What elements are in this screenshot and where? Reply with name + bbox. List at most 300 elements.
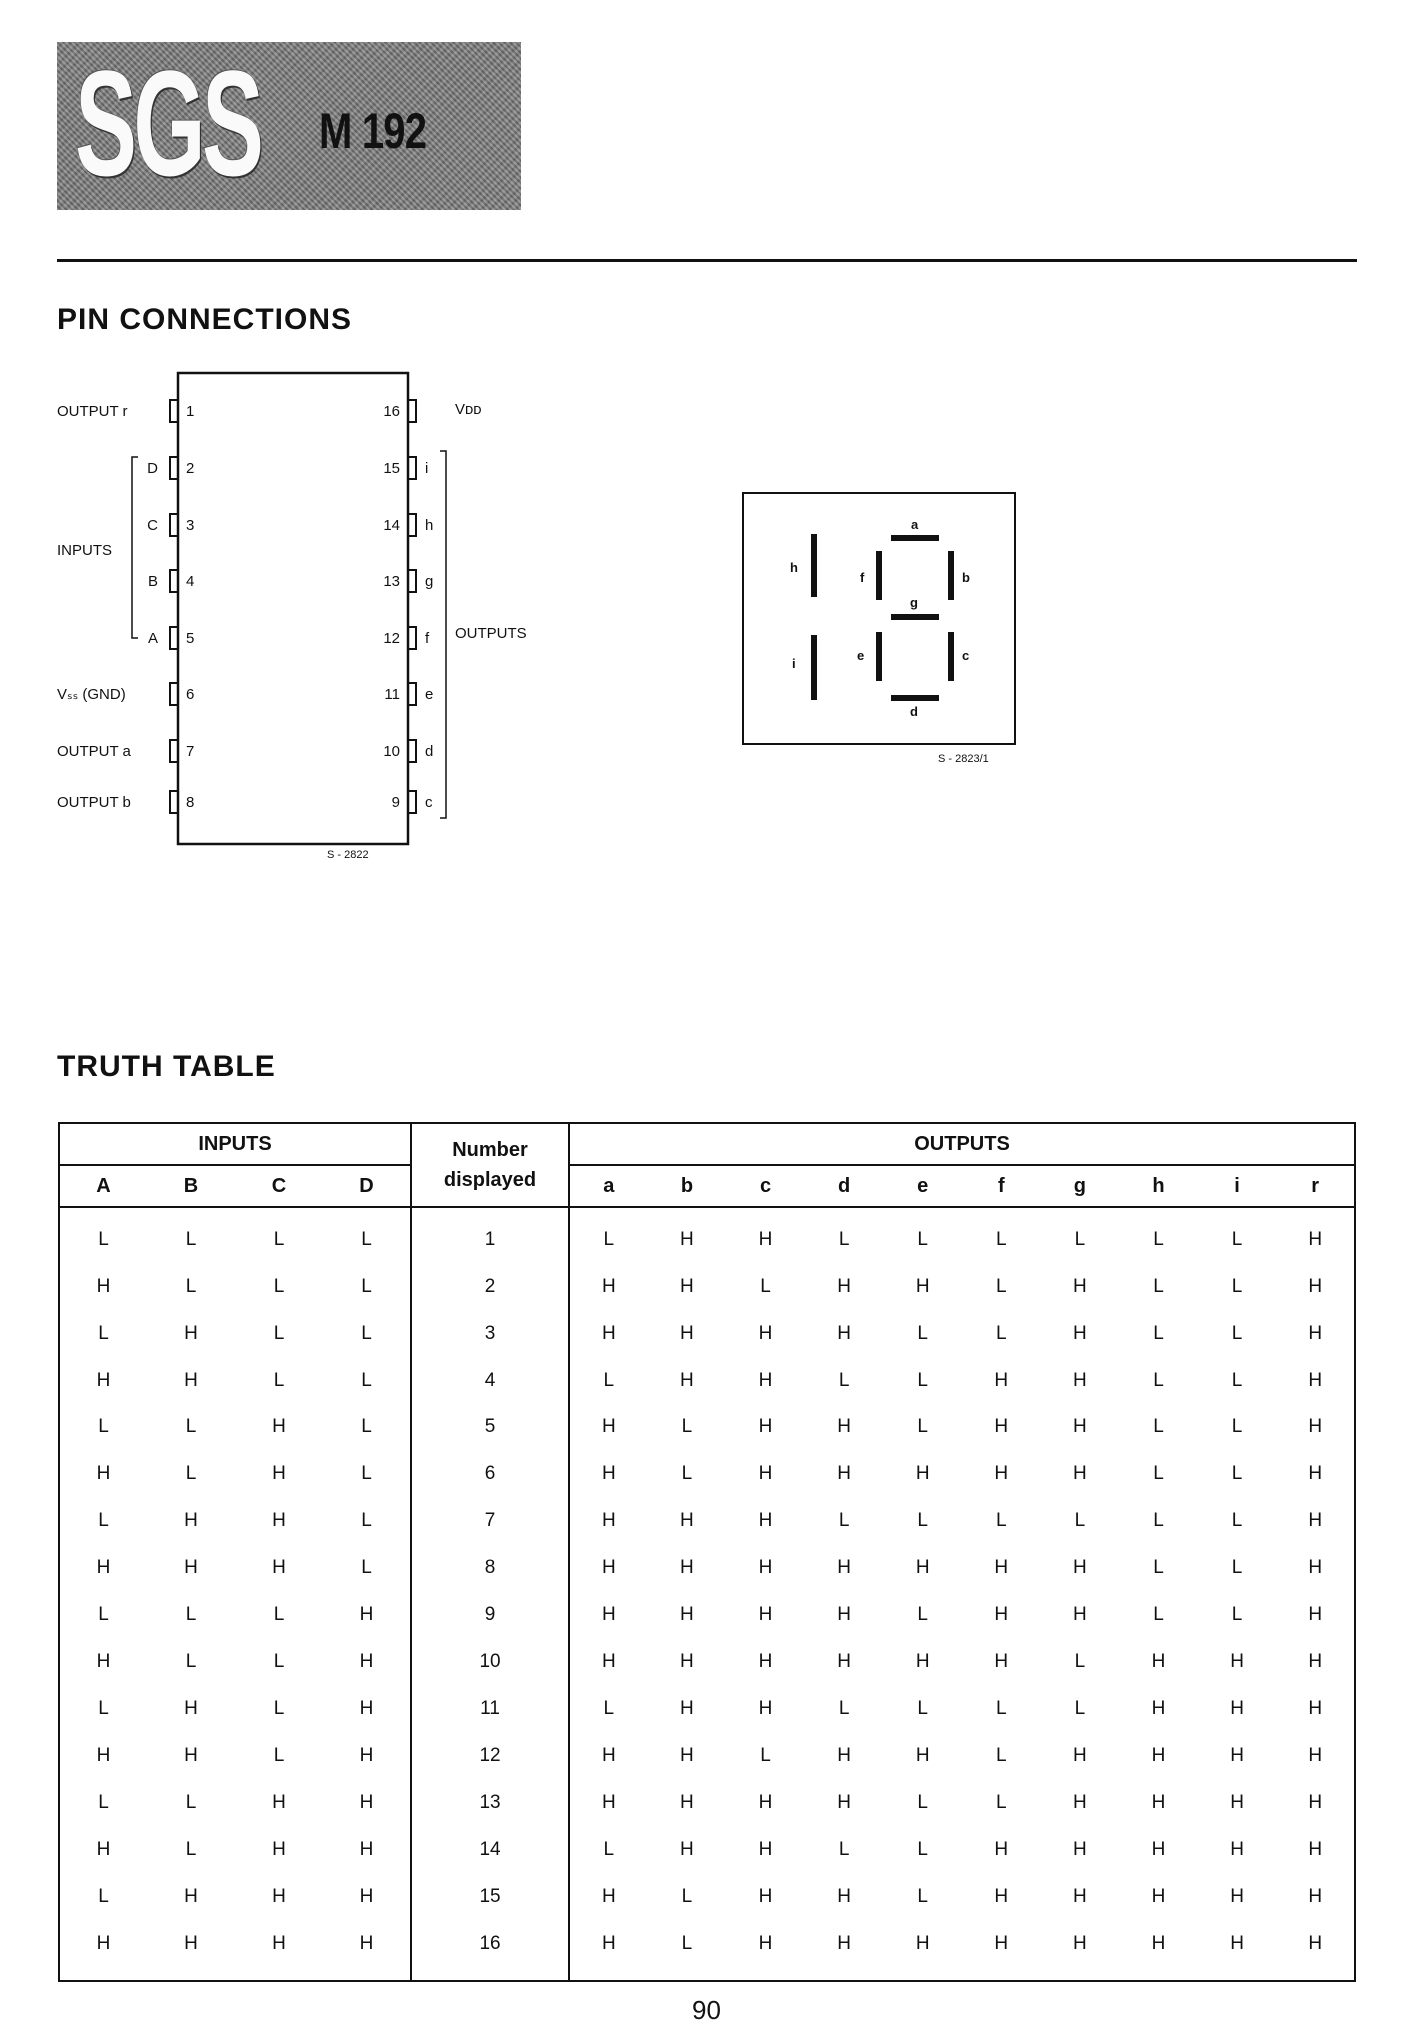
output-cell: H bbox=[1308, 1228, 1323, 1250]
input-cell: L bbox=[323, 1216, 411, 1263]
output-column-c: c bbox=[759, 1174, 772, 1197]
output-cell: H bbox=[680, 1698, 694, 1720]
output-cell: L bbox=[681, 1886, 693, 1908]
output-cell: H bbox=[1308, 1745, 1323, 1767]
output-cell: H bbox=[758, 1228, 773, 1250]
pin-7-label: OUTPUT a bbox=[57, 743, 131, 760]
input-cell: L bbox=[273, 1322, 285, 1344]
input-cell: H bbox=[272, 1933, 286, 1955]
input-cell: L bbox=[98, 1604, 109, 1626]
input-cell: H bbox=[323, 1827, 411, 1874]
input-cell: H bbox=[96, 1557, 111, 1579]
number-displayed-cell: 8 bbox=[411, 1545, 569, 1592]
output-cell: H bbox=[758, 1510, 773, 1532]
output-cell: L bbox=[917, 1510, 928, 1532]
input-cell: H bbox=[272, 1557, 286, 1579]
truth-table-title: TRUTH TABLE bbox=[57, 1050, 276, 1083]
input-cell: H bbox=[323, 1874, 411, 1921]
output-cell: H bbox=[601, 1463, 616, 1485]
input-cell: H bbox=[323, 1592, 411, 1639]
number-displayed-cell: 11 bbox=[411, 1686, 569, 1733]
output-cell: L bbox=[917, 1839, 928, 1861]
pin-connections-title: PIN CONNECTIONS bbox=[57, 303, 353, 336]
input-cell: L bbox=[98, 1886, 109, 1908]
segment-b bbox=[948, 551, 954, 600]
output-cell: H bbox=[915, 1745, 930, 1767]
output-cell: H bbox=[758, 1416, 773, 1438]
output-cell: L bbox=[1231, 1557, 1243, 1579]
input-cell: L bbox=[185, 1792, 197, 1814]
output-cell: H bbox=[1230, 1698, 1244, 1720]
output-cell: H bbox=[837, 1463, 851, 1485]
output-cell: L bbox=[1231, 1510, 1243, 1532]
output-cell: H bbox=[915, 1933, 930, 1955]
pin-15-number: 15 bbox=[383, 460, 400, 477]
output-cell: H bbox=[758, 1369, 773, 1391]
output-cell: H bbox=[1308, 1369, 1323, 1391]
table-row bbox=[59, 1404, 1355, 1451]
input-cell: H bbox=[96, 1369, 111, 1391]
input-cell: L bbox=[185, 1604, 197, 1626]
input-cell: L bbox=[323, 1451, 411, 1498]
pin-13-number: 13 bbox=[383, 573, 400, 590]
output-cell: H bbox=[601, 1933, 616, 1955]
number-displayed-cell: 10 bbox=[411, 1639, 569, 1686]
segment-diagram-code: S - 2823/1 bbox=[938, 753, 989, 765]
pin-diagram-code: S - 2822 bbox=[327, 849, 369, 861]
input-column-D: D bbox=[323, 1165, 411, 1207]
table-row bbox=[59, 1686, 1355, 1733]
output-cell: L bbox=[1074, 1698, 1086, 1720]
number-displayed-cell: 16 bbox=[411, 1921, 569, 1968]
output-column-g: g bbox=[1073, 1174, 1086, 1197]
output-cell: L bbox=[681, 1933, 693, 1955]
output-cell: L bbox=[1231, 1463, 1243, 1485]
output-cell: H bbox=[1073, 1322, 1087, 1344]
input-cell: L bbox=[273, 1698, 285, 1720]
input-column-A: A bbox=[96, 1174, 111, 1197]
segment-label-h: h bbox=[790, 560, 798, 575]
output-cell: H bbox=[1073, 1839, 1087, 1861]
output-cell: H bbox=[1230, 1651, 1244, 1673]
page-number: 90 bbox=[692, 1995, 721, 2025]
segment-g bbox=[891, 614, 939, 620]
output-cell: L bbox=[838, 1698, 850, 1720]
output-cell: L bbox=[838, 1369, 850, 1391]
output-column-f: f bbox=[997, 1174, 1005, 1197]
output-cell: L bbox=[1231, 1369, 1243, 1391]
output-cell: H bbox=[1308, 1698, 1323, 1720]
input-cell: H bbox=[96, 1651, 111, 1673]
part-number: M 192 bbox=[319, 103, 427, 159]
input-cell: H bbox=[96, 1463, 111, 1485]
number-displayed-cell: 3 bbox=[411, 1310, 569, 1357]
number-displayed-cell: 9 bbox=[411, 1592, 569, 1639]
table-row bbox=[59, 1780, 1355, 1827]
output-cell: H bbox=[1151, 1651, 1166, 1673]
input-cell: L bbox=[273, 1275, 285, 1297]
output-cell: H bbox=[758, 1698, 773, 1720]
output-cell: H bbox=[680, 1839, 694, 1861]
input-cell: H bbox=[323, 1780, 411, 1827]
input-cell: L bbox=[185, 1228, 197, 1250]
output-column-h: h bbox=[1152, 1174, 1165, 1197]
output-cell: L bbox=[917, 1792, 928, 1814]
truth-table bbox=[58, 1122, 1356, 1982]
output-cell: L bbox=[917, 1228, 928, 1250]
output-cell: L bbox=[1153, 1463, 1164, 1485]
pin-16-label: Vᴅᴅ bbox=[455, 401, 482, 418]
output-cell: H bbox=[680, 1275, 694, 1297]
input-cell: H bbox=[184, 1510, 198, 1532]
output-cell: H bbox=[601, 1416, 616, 1438]
output-cell: H bbox=[680, 1651, 694, 1673]
number-displayed-cell: 14 bbox=[411, 1827, 569, 1874]
output-cell: H bbox=[994, 1839, 1009, 1861]
table-row bbox=[59, 1263, 1355, 1310]
output-cell: H bbox=[1073, 1463, 1087, 1485]
number-header-line2: displayed bbox=[443, 1169, 537, 1191]
output-cell: H bbox=[1073, 1369, 1087, 1391]
output-cell: H bbox=[1151, 1698, 1166, 1720]
output-cell: H bbox=[1073, 1275, 1087, 1297]
segment-e bbox=[876, 632, 882, 681]
input-cell: L bbox=[273, 1228, 285, 1250]
input-cell: H bbox=[96, 1933, 111, 1955]
pin-15-label: i bbox=[425, 460, 429, 477]
output-cell: H bbox=[915, 1463, 930, 1485]
pin-9-label: c bbox=[425, 794, 433, 811]
output-cell: H bbox=[994, 1416, 1009, 1438]
input-cell: H bbox=[272, 1886, 286, 1908]
output-cell: L bbox=[1153, 1275, 1164, 1297]
table-row bbox=[59, 1310, 1355, 1357]
output-cell: H bbox=[994, 1651, 1009, 1673]
input-cell: L bbox=[185, 1839, 197, 1861]
table-row bbox=[59, 1357, 1355, 1404]
output-cell: H bbox=[1308, 1322, 1323, 1344]
output-cell: H bbox=[915, 1651, 930, 1673]
output-cell: L bbox=[1231, 1228, 1243, 1250]
output-cell: L bbox=[1074, 1510, 1086, 1532]
output-cell: H bbox=[601, 1322, 616, 1344]
output-column-e: e bbox=[917, 1174, 929, 1197]
output-column-b: b bbox=[680, 1174, 694, 1197]
number-displayed-cell: 15 bbox=[411, 1874, 569, 1921]
output-column-i: i bbox=[1234, 1174, 1240, 1197]
output-cell: H bbox=[1308, 1886, 1323, 1908]
segment-label-d: d bbox=[910, 704, 918, 719]
output-cell: L bbox=[1074, 1228, 1086, 1250]
output-cell: L bbox=[1231, 1416, 1243, 1438]
input-cell: L bbox=[98, 1510, 109, 1532]
number-displayed-cell: 12 bbox=[411, 1733, 569, 1780]
table-row bbox=[59, 1639, 1355, 1686]
pin-11-label: e bbox=[425, 686, 434, 703]
output-cell: H bbox=[915, 1557, 930, 1579]
output-cell: L bbox=[603, 1369, 615, 1391]
output-cell: L bbox=[917, 1698, 928, 1720]
input-cell: H bbox=[184, 1369, 198, 1391]
output-cell: H bbox=[680, 1745, 694, 1767]
output-cell: H bbox=[758, 1792, 773, 1814]
input-cell: L bbox=[273, 1651, 285, 1673]
pin-6-number: 6 bbox=[186, 686, 195, 703]
output-cell: L bbox=[917, 1886, 928, 1908]
pin-5-number: 5 bbox=[186, 630, 195, 647]
output-cell: L bbox=[1231, 1322, 1243, 1344]
output-cell: H bbox=[994, 1933, 1009, 1955]
output-column-r: r bbox=[1311, 1174, 1320, 1197]
output-cell: L bbox=[1231, 1275, 1243, 1297]
output-cell: H bbox=[680, 1604, 694, 1626]
input-cell: L bbox=[98, 1698, 109, 1720]
input-cell: H bbox=[272, 1839, 286, 1861]
output-cell: H bbox=[994, 1369, 1009, 1391]
table-row bbox=[59, 1216, 1355, 1263]
output-cell: H bbox=[1073, 1933, 1087, 1955]
output-cell: L bbox=[603, 1228, 615, 1250]
pin-14-label: h bbox=[425, 517, 434, 534]
segment-label-b: b bbox=[962, 570, 970, 585]
input-cell: H bbox=[323, 1733, 411, 1780]
output-cell: L bbox=[838, 1228, 850, 1250]
pin-11-number: 11 bbox=[384, 686, 400, 703]
output-cell: H bbox=[837, 1792, 851, 1814]
output-cell: L bbox=[1153, 1369, 1164, 1391]
input-cell: H bbox=[323, 1686, 411, 1733]
output-cell: H bbox=[1308, 1275, 1323, 1297]
output-cell: H bbox=[601, 1792, 616, 1814]
table-row bbox=[59, 1733, 1355, 1780]
input-cell: L bbox=[323, 1263, 411, 1310]
pin-14-number: 14 bbox=[383, 517, 400, 534]
number-displayed-cell: 6 bbox=[411, 1451, 569, 1498]
table-row bbox=[59, 1498, 1355, 1545]
output-cell: H bbox=[680, 1369, 694, 1391]
input-cell: L bbox=[273, 1745, 285, 1767]
output-cell: H bbox=[837, 1933, 851, 1955]
truth-table-body bbox=[59, 1207, 1355, 1981]
input-cell: L bbox=[98, 1228, 109, 1250]
table-row bbox=[59, 1874, 1355, 1921]
output-cell: H bbox=[1308, 1933, 1323, 1955]
output-cell: L bbox=[838, 1510, 850, 1532]
output-cell: H bbox=[758, 1322, 773, 1344]
output-cell: H bbox=[601, 1886, 616, 1908]
output-cell: H bbox=[1308, 1416, 1323, 1438]
input-cell: H bbox=[272, 1416, 286, 1438]
output-cell: H bbox=[680, 1792, 694, 1814]
input-cell: H bbox=[184, 1886, 198, 1908]
pin-16-number: 16 bbox=[383, 403, 400, 420]
output-cell: H bbox=[1308, 1604, 1323, 1626]
output-cell: H bbox=[994, 1557, 1009, 1579]
input-cell: L bbox=[273, 1604, 285, 1626]
output-cell: L bbox=[760, 1745, 771, 1767]
output-cell: H bbox=[601, 1510, 616, 1532]
output-cell: H bbox=[1073, 1416, 1087, 1438]
input-cell: H bbox=[96, 1275, 111, 1297]
output-cell: H bbox=[994, 1886, 1009, 1908]
table-row bbox=[59, 1921, 1355, 1968]
segment-label-a: a bbox=[911, 517, 919, 532]
output-cell: H bbox=[680, 1557, 694, 1579]
output-cell: L bbox=[603, 1839, 615, 1861]
segment-frame bbox=[743, 493, 1015, 744]
output-cell: H bbox=[1230, 1745, 1244, 1767]
input-cell: H bbox=[323, 1639, 411, 1686]
input-cell: H bbox=[96, 1745, 111, 1767]
pin-4-label: B bbox=[147, 573, 158, 590]
number-displayed-cell: 5 bbox=[411, 1404, 569, 1451]
input-cell: H bbox=[272, 1792, 286, 1814]
input-cell: L bbox=[323, 1545, 411, 1592]
output-cell: L bbox=[760, 1275, 771, 1297]
input-cell: H bbox=[184, 1698, 198, 1720]
output-cell: L bbox=[917, 1604, 928, 1626]
segment-label-g: g bbox=[910, 595, 918, 610]
output-cell: L bbox=[603, 1698, 615, 1720]
pin-2-number: 2 bbox=[186, 460, 195, 477]
output-cell: H bbox=[758, 1604, 773, 1626]
output-cell: H bbox=[1151, 1839, 1166, 1861]
output-cell: H bbox=[837, 1275, 851, 1297]
segment-i bbox=[811, 635, 817, 700]
table-row bbox=[59, 1451, 1355, 1498]
input-cell: L bbox=[323, 1310, 411, 1357]
segment-label-e: e bbox=[857, 648, 865, 663]
output-cell: H bbox=[1308, 1651, 1323, 1673]
number-header-line1: Number bbox=[452, 1139, 528, 1161]
output-cell: H bbox=[1151, 1792, 1166, 1814]
input-cell: L bbox=[323, 1498, 411, 1545]
output-cell: H bbox=[837, 1745, 851, 1767]
output-cell: L bbox=[996, 1510, 1007, 1532]
output-cell: H bbox=[601, 1745, 616, 1767]
pin-2-label: D bbox=[147, 460, 158, 477]
output-cell: L bbox=[838, 1839, 850, 1861]
pin-7-number: 7 bbox=[186, 743, 195, 760]
outputs-label: OUTPUTS bbox=[455, 625, 527, 642]
output-cell: L bbox=[1231, 1604, 1243, 1626]
output-cell: L bbox=[1153, 1557, 1164, 1579]
outputs-header: OUTPUTS bbox=[914, 1132, 1010, 1155]
output-cell: H bbox=[601, 1604, 616, 1626]
output-cell: H bbox=[837, 1322, 851, 1344]
number-displayed-cell: 7 bbox=[411, 1498, 569, 1545]
pin-12-number: 12 bbox=[383, 630, 400, 647]
segment-c bbox=[948, 632, 954, 681]
input-cell: L bbox=[98, 1416, 109, 1438]
output-cell: H bbox=[1151, 1745, 1166, 1767]
output-cell: L bbox=[681, 1416, 693, 1438]
input-cell: L bbox=[323, 1404, 411, 1451]
pin-12-label: f bbox=[425, 630, 430, 647]
output-cell: H bbox=[680, 1510, 694, 1532]
input-cell: H bbox=[96, 1839, 111, 1861]
output-cell: H bbox=[758, 1557, 773, 1579]
output-cell: H bbox=[1308, 1839, 1323, 1861]
output-cell: L bbox=[996, 1792, 1007, 1814]
segment-label-i: i bbox=[792, 656, 796, 671]
pin-1-label: OUTPUT r bbox=[57, 403, 128, 420]
output-cell: H bbox=[680, 1228, 694, 1250]
segment-label-c: c bbox=[962, 648, 970, 663]
number-displayed-header bbox=[411, 1123, 569, 1207]
output-cell: H bbox=[1073, 1557, 1087, 1579]
segment-a bbox=[891, 535, 939, 541]
pin-10-number: 10 bbox=[383, 743, 400, 760]
pin-4-number: 4 bbox=[186, 573, 195, 590]
output-cell: H bbox=[1230, 1933, 1244, 1955]
input-cell: H bbox=[184, 1933, 198, 1955]
output-cell: L bbox=[1074, 1651, 1086, 1673]
number-displayed-cell: 2 bbox=[411, 1263, 569, 1310]
input-cell: L bbox=[185, 1275, 197, 1297]
number-displayed-cell: 4 bbox=[411, 1357, 569, 1404]
output-cell: L bbox=[996, 1228, 1007, 1250]
output-cell: H bbox=[915, 1275, 930, 1297]
pin-9-number: 9 bbox=[391, 794, 400, 811]
output-cell: L bbox=[1153, 1416, 1164, 1438]
number-displayed-cell: 13 bbox=[411, 1780, 569, 1827]
output-column-a: a bbox=[603, 1174, 615, 1197]
output-cell: L bbox=[1153, 1604, 1164, 1626]
pin-1-number: 1 bbox=[186, 403, 195, 420]
input-cell: H bbox=[323, 1921, 411, 1968]
output-cell: H bbox=[1230, 1886, 1244, 1908]
table-row bbox=[59, 1827, 1355, 1874]
input-cell: L bbox=[185, 1463, 197, 1485]
output-cell: H bbox=[680, 1322, 694, 1344]
output-cell: L bbox=[1153, 1228, 1164, 1250]
output-cell: H bbox=[1073, 1745, 1087, 1767]
pin-8-label: OUTPUT b bbox=[57, 794, 131, 811]
input-cell: L bbox=[98, 1792, 109, 1814]
input-cell: L bbox=[185, 1651, 197, 1673]
output-cell: H bbox=[994, 1463, 1009, 1485]
pin-8-number: 8 bbox=[186, 794, 195, 811]
output-cell: H bbox=[1308, 1510, 1323, 1532]
segment-diagram bbox=[0, 0, 1413, 900]
company-logo: SGS bbox=[75, 42, 261, 207]
output-cell: H bbox=[1308, 1792, 1323, 1814]
input-cell: H bbox=[184, 1322, 198, 1344]
output-cell: L bbox=[996, 1745, 1007, 1767]
input-cell: H bbox=[272, 1510, 286, 1532]
input-cell: H bbox=[184, 1745, 198, 1767]
input-cell: L bbox=[273, 1369, 285, 1391]
pin-13-label: g bbox=[425, 573, 434, 590]
column-header-row bbox=[59, 1165, 1355, 1207]
output-cell: L bbox=[917, 1322, 928, 1344]
output-cell: L bbox=[681, 1463, 693, 1485]
output-cell: L bbox=[1153, 1510, 1164, 1532]
input-cell: L bbox=[323, 1357, 411, 1404]
input-cell: H bbox=[272, 1463, 286, 1485]
inputs-header: INPUTS bbox=[59, 1123, 411, 1165]
input-cell: H bbox=[184, 1557, 198, 1579]
input-column-C: C bbox=[271, 1174, 287, 1197]
pin-6-label: Vₛₛ (GND) bbox=[57, 686, 126, 703]
input-cell: L bbox=[98, 1322, 109, 1344]
input-cell: L bbox=[185, 1416, 197, 1438]
output-cell: H bbox=[837, 1557, 851, 1579]
output-cell: L bbox=[917, 1416, 928, 1438]
output-cell: H bbox=[1151, 1886, 1166, 1908]
output-cell: H bbox=[758, 1886, 773, 1908]
